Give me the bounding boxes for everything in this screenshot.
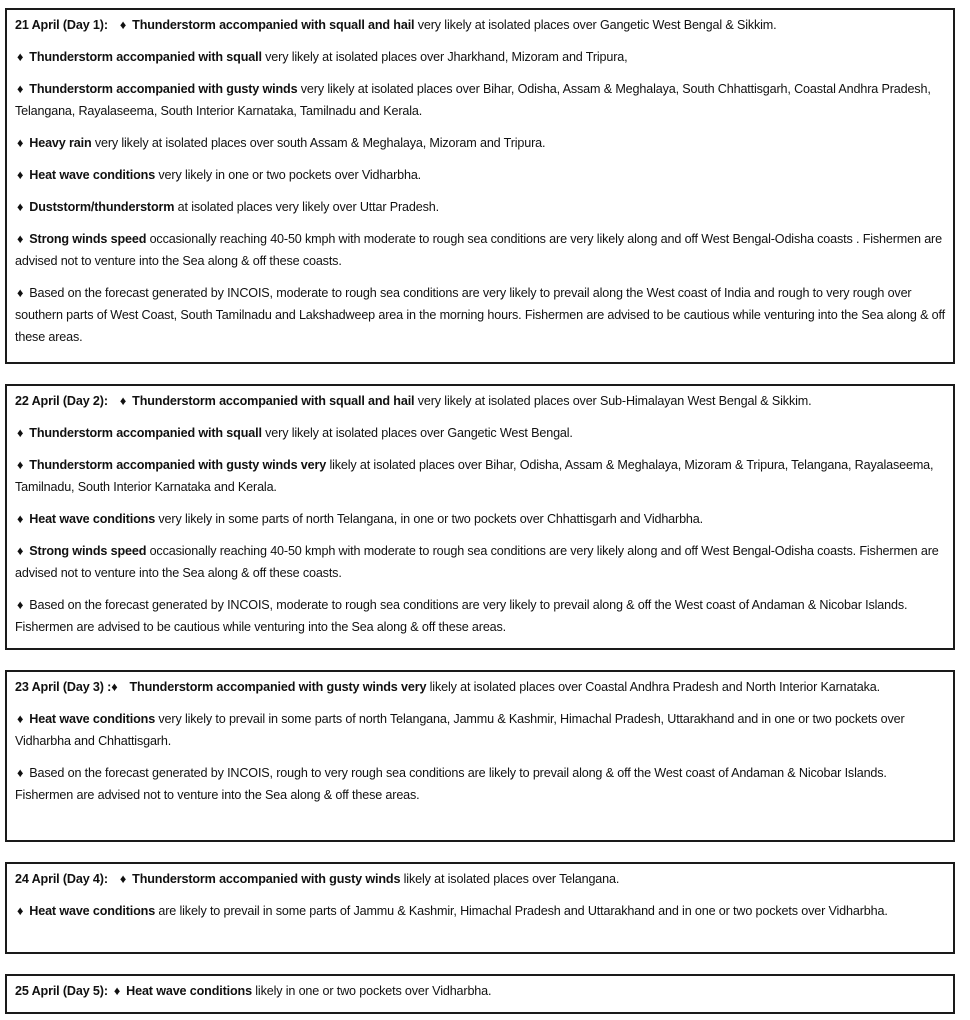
forecast-item: 24 April (Day 4): ♦ Thunderstorm accompanied with gusty winds likely at isolated places over Telangana. [15,872,620,886]
diamond-bullet-icon: ♦ [17,426,24,440]
forecast-item: ♦ Duststorm/thunderstorm at isolated places very likely over Uttar Pradesh. [17,200,439,214]
diamond-bullet-icon: ♦ [119,18,127,32]
forecast-item: ♦ Heavy rain very likely at isolated places over south Assam & Meghalaya, Mizoram and Tripura. [17,136,546,150]
forecast-day-1 [5,8,955,364]
forecast-item: 21 April (Day 1): ♦ Thunderstorm accompanied with squall and hail very likely at isolated places over Gangetic West Bengal & Sikkim. [15,18,777,32]
diamond-bullet-icon: ♦ [17,598,24,612]
diamond-bullet-icon: ♦ [17,232,24,246]
diamond-bullet-icon: ♦ [17,200,24,214]
forecast-item: ♦ Based on the forecast generated by INCOIS, moderate to rough sea conditions are very likely to prevail along & off the West coast of Andaman & Nicobar Islands. Fishermen are advised to be cautious while venturing into the Sea along & off these areas. [15,598,908,634]
forecast-day-5 [5,974,955,1014]
forecast-item: ♦ Strong winds speed occasionally reaching 40-50 kmph with moderate to rough sea conditions are very likely along and off West Bengal-Odisha coasts . Fishermen are advised not to venture into the Sea along & off these coasts. [15,232,942,268]
diamond-bullet-icon: ♦ [17,82,24,96]
forecast-item: ♦ Heat wave conditions very likely to prevail in some parts of north Telangana, Jammu & Kashmir, Himachal Pradesh, Uttarakhand and in one or two pockets over Vidharbha and Chhattisgarh. [15,712,905,748]
diamond-bullet-icon: ♦ [17,286,24,300]
forecast-item: ♦ Thunderstorm accompanied with gusty winds very likely at isolated places over Bihar, Odisha, Assam & Meghalaya, South Chhattisgarh, Coastal Andhra Pradesh, Telangana, Rayalaseema, South Interior Karnataka, Tamilnadu and Kerala. [15,82,931,118]
forecast-item: 25 April (Day 5): ♦ Heat wave conditions likely in one or two pockets over Vidharbha. [15,984,492,998]
forecast-item: ♦ Heat wave conditions are likely to prevail in some parts of Jammu & Kashmir, Himachal Pradesh and Uttarakhand and in one or two pockets over Vidharbha. [17,904,888,918]
forecast-item: ♦ Thunderstorm accompanied with squall very likely at isolated places over Gangetic West Bengal. [17,426,573,440]
diamond-bullet-icon: ♦ [17,50,24,64]
diamond-bullet-icon: ♦ [17,168,24,182]
forecast-day-2 [5,384,955,650]
diamond-bullet-icon: ♦ [119,872,127,886]
diamond-bullet-icon: ♦ [17,766,24,780]
diamond-bullet-icon: ♦ [17,904,24,918]
diamond-bullet-icon: ♦ [17,544,24,558]
day-label: 23 April (Day 3) : [15,680,112,694]
forecast-item: ♦ Based on the forecast generated by INCOIS, moderate to rough sea conditions are very likely to prevail along the West coast of India and rough to very rough over southern parts of West Coast, South Tamilnadu and Lakshadweep area in the morning hours. Fishermen are advised to be cautious while venturing into the Sea along & off these areas. [15,286,946,344]
forecast-item: ♦ Based on the forecast generated by INCOIS, rough to very rough sea conditions are likely to prevail along & off the West coast of Andaman & Nicobar Islands. Fishermen are advised not to venture into the Sea along & off these areas. [15,766,887,802]
forecast-item: 23 April (Day 3) :♦ Thunderstorm accompanied with gusty winds very likely at isolated places over Coastal Andhra Pradesh and North Interior Karnataka. [15,680,880,694]
forecast-item: 22 April (Day 2): ♦ Thunderstorm accompanied with squall and hail very likely at isolated places over Sub-Himalayan West Bengal & Sikkim. [15,394,812,408]
diamond-bullet-icon: ♦ [119,394,127,408]
diamond-bullet-icon: ♦ [17,458,24,472]
forecast-day-3 [5,670,955,842]
forecast-item: ♦ Strong winds speed occasionally reaching 40-50 kmph with moderate to rough sea conditions are very likely along and off West Bengal-Odisha coasts. Fishermen are advised not to venture into the Sea along & off these coasts. [15,544,939,580]
diamond-bullet-icon: ♦ [111,680,118,694]
diamond-bullet-icon: ♦ [17,136,24,150]
day-label: 22 April (Day 2): [15,394,108,408]
forecast-item: ♦ Thunderstorm accompanied with squall very likely at isolated places over Jharkhand, Mizoram and Tripura, [17,50,628,64]
day-label: 24 April (Day 4): [15,872,108,886]
forecast-item: ♦ Heat wave conditions very likely in one or two pockets over Vidharbha. [17,168,422,182]
forecast-day-4 [5,862,955,954]
day-label: 21 April (Day 1): [15,18,108,32]
diamond-bullet-icon: ♦ [17,712,24,726]
forecast-item: ♦ Heat wave conditions very likely in some parts of north Telangana, in one or two pockets over Chhattisgarh and Vidharbha. [17,512,703,526]
diamond-bullet-icon: ♦ [113,984,121,998]
diamond-bullet-icon: ♦ [17,512,24,526]
forecast-item: ♦ Thunderstorm accompanied with gusty winds very likely at isolated places over Bihar, Odisha, Assam & Meghalaya, Mizoram & Tripura, Telangana, Rayalaseema, Tamilnadu, South Interior Karnataka and Kerala. [15,458,934,494]
day-label: 25 April (Day 5): [15,984,108,998]
